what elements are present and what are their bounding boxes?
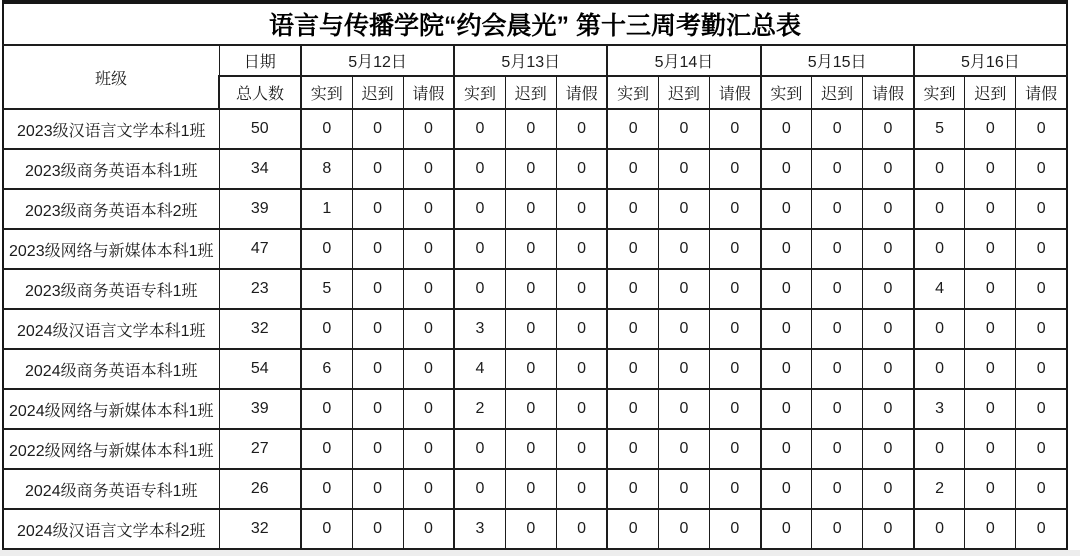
value-cell: 0 [812,389,863,429]
value-cell: 2 [454,389,505,429]
col-header-late: 迟到 [812,76,863,109]
value-cell: 0 [556,469,607,509]
total-count-cell: 27 [219,429,301,469]
value-cell: 0 [607,309,658,349]
value-cell: 0 [710,429,761,469]
value-cell: 0 [914,429,965,469]
class-name-cell: 2022级网络与新媒体本科1班 [3,429,219,469]
class-name-cell: 2024级网络与新媒体本科1班 [3,389,219,429]
col-header-late: 迟到 [505,76,556,109]
value-cell: 0 [403,309,454,349]
value-cell: 0 [761,189,812,229]
value-cell: 0 [352,389,403,429]
value-cell: 0 [607,349,658,389]
value-cell: 0 [301,389,352,429]
value-cell: 0 [403,429,454,469]
col-header-actual: 实到 [761,76,812,109]
value-cell: 0 [556,389,607,429]
value-cell: 0 [710,469,761,509]
value-cell: 0 [863,309,914,349]
value-cell: 0 [505,349,556,389]
value-cell: 6 [301,349,352,389]
col-header-leave: 请假 [863,76,914,109]
attendance-table [2,0,1068,550]
class-name-cell: 2024级汉语言文学本科2班 [3,509,219,549]
value-cell: 0 [965,189,1016,229]
value-cell: 0 [761,429,812,469]
value-cell: 0 [454,429,505,469]
value-cell: 0 [1016,349,1067,389]
value-cell: 0 [505,229,556,269]
value-cell: 0 [403,269,454,309]
value-cell: 0 [607,269,658,309]
value-cell: 0 [812,349,863,389]
value-cell: 0 [965,109,1016,149]
value-cell: 0 [607,429,658,469]
value-cell: 0 [1016,309,1067,349]
class-name-cell: 2023级汉语言文学本科1班 [3,109,219,149]
table-row [3,389,1067,429]
value-cell: 4 [914,269,965,309]
value-cell: 0 [658,429,709,469]
table-row [3,189,1067,229]
value-cell: 0 [301,469,352,509]
value-cell: 0 [658,229,709,269]
value-cell: 0 [301,509,352,549]
value-cell: 0 [505,429,556,469]
value-cell: 0 [607,389,658,429]
table-row [3,229,1067,269]
value-cell: 0 [710,309,761,349]
value-cell: 0 [965,149,1016,189]
value-cell: 0 [607,469,658,509]
value-cell: 0 [761,149,812,189]
table-row [3,469,1067,509]
col-header-actual: 实到 [454,76,505,109]
value-cell: 0 [403,109,454,149]
col-header-date-group: 5月15日 [761,45,914,76]
value-cell: 0 [352,349,403,389]
value-cell: 0 [710,189,761,229]
table-row [3,109,1067,149]
value-cell: 0 [761,389,812,429]
value-cell: 0 [607,189,658,229]
value-cell: 0 [863,349,914,389]
value-cell: 0 [352,229,403,269]
value-cell: 0 [352,269,403,309]
value-cell: 0 [556,509,607,549]
table-row [3,149,1067,189]
value-cell: 0 [710,109,761,149]
value-cell: 0 [607,109,658,149]
value-cell: 0 [761,229,812,269]
value-cell: 0 [965,509,1016,549]
class-name-cell: 2024级商务英语专科1班 [3,469,219,509]
value-cell: 0 [352,429,403,469]
title-row [3,2,1067,45]
total-count-cell: 39 [219,189,301,229]
value-cell: 0 [658,109,709,149]
col-header-date: 日期 [219,45,301,76]
value-cell: 8 [301,149,352,189]
value-cell: 0 [812,269,863,309]
value-cell: 0 [914,309,965,349]
value-cell: 0 [403,149,454,189]
value-cell: 0 [454,269,505,309]
value-cell: 0 [607,149,658,189]
col-header-actual: 实到 [301,76,352,109]
value-cell: 0 [965,309,1016,349]
value-cell: 0 [863,149,914,189]
value-cell: 0 [403,349,454,389]
value-cell: 0 [301,229,352,269]
col-header-leave: 请假 [1016,76,1067,109]
col-header-actual: 实到 [607,76,658,109]
value-cell: 0 [761,309,812,349]
value-cell: 0 [710,349,761,389]
total-count-cell: 50 [219,109,301,149]
total-count-cell: 34 [219,149,301,189]
value-cell: 0 [556,309,607,349]
value-cell: 0 [352,469,403,509]
value-cell: 0 [914,149,965,189]
col-header-class: 班级 [3,45,219,109]
value-cell: 0 [965,229,1016,269]
value-cell: 0 [914,509,965,549]
value-cell: 0 [658,389,709,429]
total-count-cell: 32 [219,509,301,549]
value-cell: 0 [1016,149,1067,189]
value-cell: 5 [301,269,352,309]
value-cell: 0 [658,509,709,549]
value-cell: 0 [710,149,761,189]
table-title: 语言与传播学院“约会晨光” 第十三周考勤汇总表 [3,2,1067,45]
class-name-cell: 2024级汉语言文学本科1班 [3,309,219,349]
value-cell: 0 [607,229,658,269]
table-row [3,349,1067,389]
value-cell: 0 [505,309,556,349]
date-header-row [3,45,1067,76]
value-cell: 0 [965,389,1016,429]
value-cell: 0 [454,189,505,229]
total-count-cell: 47 [219,229,301,269]
class-name-cell: 2023级商务英语本科1班 [3,149,219,189]
total-count-cell: 32 [219,309,301,349]
value-cell: 0 [658,189,709,229]
value-cell: 0 [454,149,505,189]
total-count-cell: 23 [219,269,301,309]
value-cell: 0 [965,269,1016,309]
value-cell: 3 [454,309,505,349]
value-cell: 0 [556,149,607,189]
value-cell: 0 [1016,389,1067,429]
value-cell: 0 [863,189,914,229]
value-cell: 0 [505,269,556,309]
class-name-cell: 2024级商务英语本科1班 [3,349,219,389]
sheet-background-strip [0,550,1080,556]
table-row [3,509,1067,549]
value-cell: 0 [658,349,709,389]
value-cell: 0 [556,429,607,469]
class-name-cell: 2023级网络与新媒体本科1班 [3,229,219,269]
value-cell: 0 [403,469,454,509]
value-cell: 0 [965,349,1016,389]
value-cell: 3 [914,389,965,429]
value-cell: 0 [556,189,607,229]
value-cell: 0 [403,509,454,549]
class-name-cell: 2023级商务英语专科1班 [3,269,219,309]
value-cell: 0 [352,149,403,189]
value-cell: 1 [301,189,352,229]
value-cell: 0 [403,229,454,269]
value-cell: 0 [505,389,556,429]
value-cell: 0 [556,349,607,389]
col-header-leave: 请假 [556,76,607,109]
col-header-leave: 请假 [710,76,761,109]
value-cell: 0 [403,389,454,429]
value-cell: 4 [454,349,505,389]
col-header-late: 迟到 [658,76,709,109]
value-cell: 0 [352,509,403,549]
value-cell: 0 [710,509,761,549]
col-header-date-group: 5月13日 [454,45,607,76]
value-cell: 0 [1016,189,1067,229]
value-cell: 0 [658,309,709,349]
value-cell: 0 [1016,429,1067,469]
value-cell: 5 [914,109,965,149]
table-row [3,269,1067,309]
value-cell: 0 [1016,109,1067,149]
col-header-actual: 实到 [914,76,965,109]
total-count-cell: 26 [219,469,301,509]
value-cell: 0 [658,269,709,309]
value-cell: 0 [1016,509,1067,549]
value-cell: 0 [863,509,914,549]
value-cell: 0 [352,309,403,349]
class-name-cell: 2023级商务英语本科2班 [3,189,219,229]
value-cell: 0 [607,509,658,549]
value-cell: 0 [863,429,914,469]
value-cell: 0 [301,109,352,149]
value-cell: 0 [812,229,863,269]
value-cell: 0 [863,469,914,509]
col-header-date-group: 5月14日 [607,45,760,76]
value-cell: 0 [863,269,914,309]
value-cell: 0 [812,109,863,149]
value-cell: 0 [1016,269,1067,309]
value-cell: 0 [454,469,505,509]
value-cell: 0 [1016,469,1067,509]
value-cell: 0 [965,429,1016,469]
value-cell: 0 [505,469,556,509]
value-cell: 0 [863,109,914,149]
value-cell: 0 [812,469,863,509]
value-cell: 0 [914,189,965,229]
value-cell: 0 [761,349,812,389]
value-cell: 0 [914,229,965,269]
value-cell: 0 [812,509,863,549]
value-cell: 0 [812,189,863,229]
value-cell: 0 [556,269,607,309]
col-header-date-group: 5月12日 [301,45,454,76]
value-cell: 0 [505,189,556,229]
col-header-total: 总人数 [219,76,301,109]
value-cell: 0 [812,149,863,189]
value-cell: 0 [403,189,454,229]
value-cell: 0 [914,349,965,389]
value-cell: 0 [812,309,863,349]
value-cell: 0 [556,109,607,149]
col-header-late: 迟到 [965,76,1016,109]
value-cell: 0 [505,509,556,549]
value-cell: 0 [301,309,352,349]
col-header-date-group: 5月16日 [914,45,1067,76]
table-row [3,429,1067,469]
total-count-cell: 39 [219,389,301,429]
total-count-cell: 54 [219,349,301,389]
value-cell: 0 [658,469,709,509]
table-row [3,309,1067,349]
value-cell: 0 [352,109,403,149]
value-cell: 0 [761,469,812,509]
value-cell: 0 [1016,229,1067,269]
value-cell: 0 [863,229,914,269]
value-cell: 2 [914,469,965,509]
value-cell: 0 [505,149,556,189]
value-cell: 0 [965,469,1016,509]
value-cell: 0 [658,149,709,189]
value-cell: 0 [761,109,812,149]
value-cell: 0 [761,509,812,549]
value-cell: 0 [454,109,505,149]
value-cell: 0 [710,269,761,309]
value-cell: 0 [556,229,607,269]
value-cell: 0 [812,429,863,469]
value-cell: 0 [505,109,556,149]
value-cell: 0 [352,189,403,229]
value-cell: 3 [454,509,505,549]
value-cell: 0 [454,229,505,269]
value-cell: 0 [710,389,761,429]
value-cell: 0 [761,269,812,309]
value-cell: 0 [863,389,914,429]
value-cell: 0 [710,229,761,269]
value-cell: 0 [301,429,352,469]
col-header-leave: 请假 [403,76,454,109]
col-header-late: 迟到 [352,76,403,109]
